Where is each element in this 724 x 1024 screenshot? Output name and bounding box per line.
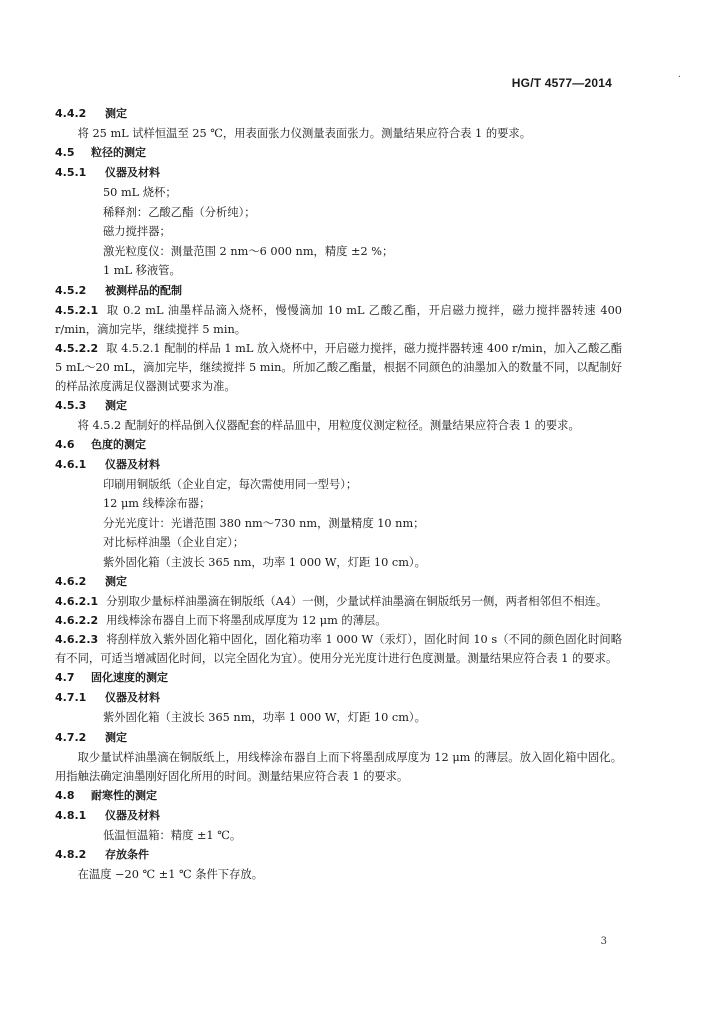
- clause-text: 将刮样放入紫外固化箱中固化，固化箱功率 1 000 W（汞灯），固化时间 10 s（不同的颜色固化时间略有不同，可适当增减固化时间，以完全固化为宜）。使用分光光度计进行色度测量。测量结果应符合表 1 的要求。: [55, 633, 622, 665]
- clause-number: 4.6.2.2: [55, 614, 99, 627]
- section-title: 测定: [105, 398, 127, 412]
- section-number: 4.5: [55, 146, 75, 159]
- section-title: 仪器及材料: [105, 457, 160, 471]
- section-number: 4.4.2: [55, 107, 87, 120]
- heading-4-6: [55, 435, 622, 455]
- page-number: 3: [600, 936, 607, 947]
- section-title: 存放条件: [105, 848, 149, 861]
- heading-4-5: [55, 143, 622, 163]
- list-item: 1 mL 移液管。: [103, 264, 181, 277]
- heading-4-6-1: [55, 455, 622, 475]
- section-number: 4.8.1: [55, 808, 87, 822]
- paragraph-4-5-2-1: [55, 301, 622, 339]
- heading-4-8-1: [55, 806, 622, 826]
- section-number: 4.6.1: [55, 457, 87, 471]
- heading-4-6-2: [55, 572, 622, 592]
- heading-4-5-1: [55, 163, 622, 183]
- paragraph-4-5-2-2: [55, 339, 622, 396]
- section-title: 粒径的测定: [91, 146, 146, 159]
- standard-code-header: HG/T 4577—2014: [511, 76, 612, 90]
- list-item: 50 mL 烧杯；: [103, 186, 177, 199]
- list-item: 磁力搅拌器；: [103, 225, 171, 238]
- section-title: 测定: [105, 730, 127, 744]
- section-title: 仪器及材料: [105, 808, 160, 822]
- list-item: 稀释剂：乙酸乙酯（分析纯）；: [103, 205, 256, 219]
- heading-4-4-2: [55, 104, 622, 124]
- clause-text: 用线棒涂布器自上而下将墨刮成厚度为 12 μm 的薄层。: [106, 614, 387, 627]
- paragraph-4-6-2-1: [55, 592, 622, 611]
- section-number: 4.6: [55, 437, 75, 451]
- clause-text: 取 0.2 mL 油墨样品滴入烧杯，慢慢滴加 10 mL 乙酸乙酯，开启磁力搅拌，磁力搅拌器转速 400 r/min，滴加完毕，继续搅拌 5 min。: [55, 303, 622, 336]
- clause-text: 分别取少量标样油墨滴在铜版纸（A4）一侧，少量试样油墨滴在铜版纸另一侧，两者相邻但不相连。: [106, 595, 608, 608]
- paragraph-4-5-3: 将 4.5.2 配制好的样品倒入仪器配套的样品皿中，用粒度仪测定粒径。测量结果应符合表 1 的要求。: [77, 418, 580, 432]
- heading-4-8: [55, 786, 622, 806]
- section-title: 色度的测定: [91, 437, 146, 451]
- section-title: 被测样品的配制: [105, 283, 182, 297]
- section-number: 4.8.2: [55, 848, 87, 861]
- section-number: 4.8: [55, 788, 75, 802]
- section-number: 4.7.2: [55, 730, 87, 744]
- paragraph-4-4-2: 将 25 mL 试样恒温至 25 ℃，用表面张力仪测量表面张力。测量结果应符合表 1 的要求。: [77, 127, 532, 140]
- section-title: 仪器及材料: [105, 691, 160, 704]
- list-item: 激光粒度仪：测量范围 2 nm～6 000 nm，精度 ±2 %；: [103, 244, 394, 258]
- heading-4-7: [55, 668, 622, 688]
- list-item: 12 μm 线棒涂布器；: [103, 497, 211, 510]
- section-number: 4.5.3: [55, 398, 87, 412]
- clause-text: 取 4.5.2.1 配制的样品 1 mL 放入烧杯中，开启磁力搅拌，磁力搅拌器转速 400 r/min，加入乙酸乙酯 5 mL～20 mL，滴加完毕，继续搅拌 5 min。所加乙酸乙酯量，根据不同颜色的油墨加入的数量不同，以配制好的样品浓度满足仪器测试要求为准。: [55, 341, 622, 393]
- section-number: 4.7.1: [55, 691, 87, 704]
- paragraph-4-7-2: 取少量试样油墨滴在铜版纸上，用线棒涂布器自上而下将墨刮成厚度为 12 μm 的薄层。放入固化箱中固化。用指触法确定油墨刚好固化所用的时间。测量结果应符合表 1 的要求。: [55, 750, 622, 783]
- section-number: 4.5.2: [55, 283, 87, 297]
- list-item: 分光光度计：光谱范围 380 nm～730 nm，测量精度 10 nm；: [103, 516, 425, 530]
- section-number: 4.7: [55, 671, 75, 684]
- clause-number: 4.6.2.3: [55, 633, 99, 646]
- section-number: 4.6.2: [55, 575, 87, 588]
- paragraph-4-6-2-3: [55, 630, 622, 668]
- clause-number: 4.5.2.1: [55, 303, 99, 317]
- section-title: 测定: [105, 575, 127, 588]
- clause-number: 4.6.2.1: [55, 595, 99, 608]
- paragraph-4-6-2-2: [55, 611, 622, 630]
- section-number: 4.5.1: [55, 166, 87, 179]
- heading-4-7-1: [55, 688, 622, 708]
- section-title: 耐寒性的测定: [91, 788, 157, 802]
- section-title: 固化速度的测定: [91, 671, 168, 684]
- section-title: 测定: [105, 107, 127, 120]
- list-item: 印刷用铜版纸（企业自定，每次需使用同一型号）；: [103, 477, 358, 491]
- document-body: [55, 104, 622, 884]
- clause-number: 4.5.2.2: [55, 341, 99, 355]
- heading-4-5-2: [55, 281, 622, 301]
- list-item: 紫外固化箱（主波长 365 nm，功率 1 000 W，灯距 10 cm）。: [103, 711, 426, 724]
- section-title: 仪器及材料: [105, 166, 160, 179]
- heading-4-5-3: [55, 396, 622, 416]
- list-item: 紫外固化箱（主波长 365 nm，功率 1 000 W，灯距 10 cm）。: [103, 555, 426, 569]
- corner-mark: ·: [677, 72, 681, 83]
- list-item: 低温恒温箱：精度 ±1 ℃。: [103, 828, 242, 842]
- heading-4-8-2: [55, 845, 622, 865]
- paragraph-4-8-2: 在温度 −20 ℃ ±1 ℃ 条件下存放。: [77, 868, 263, 881]
- list-item: 对比标样油墨（企业自定）；: [103, 536, 245, 549]
- heading-4-7-2: [55, 728, 622, 748]
